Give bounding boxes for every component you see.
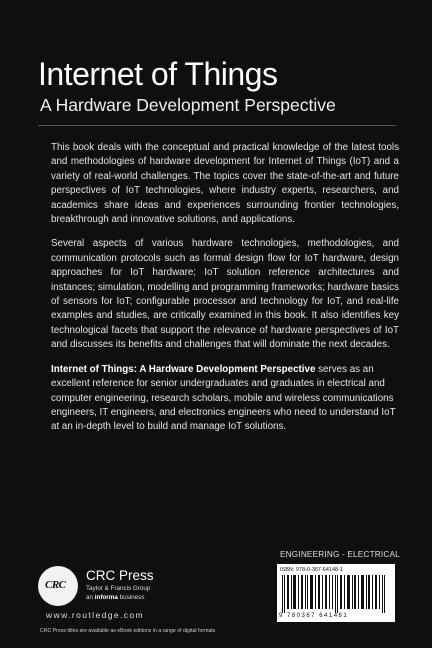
publisher-parent-prefix: an [86,594,95,601]
book-title: Internet of Things [38,56,278,92]
isbn-label: ISBN: 978-0-367-64148-1 [280,567,343,573]
blurb-paragraph-1: This book deals with the conceptual and practical knowledge of the latest tools and methodologies of hardware development for Internet of Things (IoT) and a variety of real-world challenges. The topics cover the state-of-the-art and future perspectives of IoT technologies, where industry experts, researchers, and academics share ideas and experiences surrounding frontier technologies, breakthrough and innovative solutions, and applications. [51,142,399,226]
barcode-bars-icon [280,575,392,613]
publisher-parent-suffix: business [117,594,145,601]
divider [38,125,396,126]
publisher-name: CRC Press [86,568,154,583]
barcode [277,564,395,622]
publisher-parent [86,594,144,601]
crc-logo-icon [38,566,78,606]
blurb-paragraph-3-text: serves as an excellent reference for senior undergraduates and graduates in electrical and computer engineering, research scholars, mobile and wireless communications engineers, IT engineers, and electronics engineers who need to understand IoT at an in-depth level to build and manage IoT solutions. [51,363,396,433]
publisher-group: Taylor & Francis Group [86,585,151,592]
blurb-paragraph-3 [51,363,399,435]
blurb-title-bold: Internet of Things: A Hardware Development Perspective [51,363,316,375]
book-subtitle: A Hardware Development Perspective [40,95,336,115]
blurb [51,141,399,445]
blurb-paragraph-2: Several aspects of various hardware technologies, methodologies, and communication protocols such as formal design flow for IoT hardware, design approaches for IoT hardware; IoT solution reference architectures and instances; simulation, modelling and programming frameworks; hardware basics of sensors for IoT; configurable processor and technology for IoT, and real-life examples and studies, are critically examined in this book. It also identifies key technological facets that support the relevance of hardware perspectives of IoT and discusses its benefits and challenges that will dominate the next decades. [51,238,399,351]
publisher-logo [38,566,228,610]
logo-text: CRC [45,579,66,591]
barcode-number: 9 780367 641481 [279,613,349,619]
publisher-website: www.routledge.com [46,610,144,620]
ebook-note: CRC Press titles are available as eBook editions in a range of digital formats [40,628,216,634]
subject-category: ENGINEERING - ELECTRICAL [280,550,400,559]
publisher-parent-bold: informa [94,594,118,601]
